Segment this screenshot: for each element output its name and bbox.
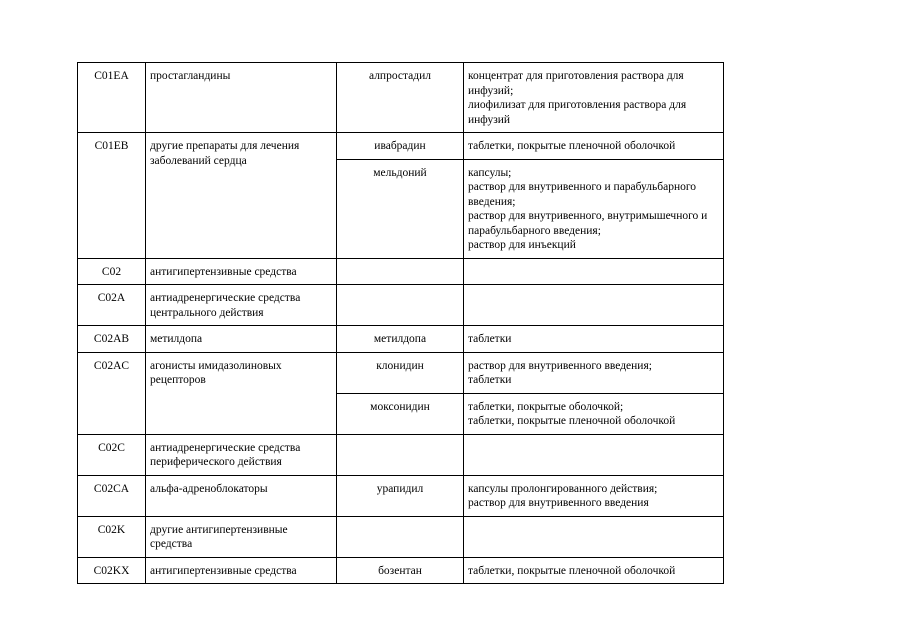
dosage-form-cell: [464, 516, 724, 557]
group-cell: альфа-адреноблокаторы: [146, 475, 337, 516]
group-cell: антиадренергические средства периферического действия: [146, 434, 337, 475]
table-row: [78, 352, 724, 393]
table-row: [78, 326, 724, 353]
table-row: [78, 258, 724, 285]
group-cell: простагландины: [146, 63, 337, 133]
dosage-form-cell: таблетки, покрытые оболочкой; таблетки, покрытые пленочной оболочкой: [464, 393, 724, 434]
inn-cell: [337, 434, 464, 475]
group-cell: антиадренергические средства центрального действия: [146, 285, 337, 326]
atc-code-cell: C02: [78, 258, 146, 285]
table-row: [78, 557, 724, 584]
inn-cell: урапидил: [337, 475, 464, 516]
dosage-form-cell: капсулы пролонгированного действия; раствор для внутривенного введения: [464, 475, 724, 516]
inn-cell: алпростадил: [337, 63, 464, 133]
atc-code-cell: C02KX: [78, 557, 146, 584]
atc-code-cell: C02CA: [78, 475, 146, 516]
drug-classification-table: [77, 62, 724, 584]
group-cell: другие антигипертензивные средства: [146, 516, 337, 557]
dosage-form-cell: капсулы; раствор для внутривенного и парабульбарного введения; раствор для внутривенного, внутримышечного и парабульбарного введения; раствор для инъекций: [464, 159, 724, 258]
inn-cell: ивабрадин: [337, 133, 464, 160]
table-row: [78, 475, 724, 516]
table-row: [78, 285, 724, 326]
atc-code-cell: C02K: [78, 516, 146, 557]
table-row: [78, 434, 724, 475]
inn-cell: клонидин: [337, 352, 464, 393]
dosage-form-cell: таблетки, покрытые пленочной оболочкой: [464, 133, 724, 160]
atc-code-cell: C02C: [78, 434, 146, 475]
inn-cell: мельдоний: [337, 159, 464, 258]
group-cell: метилдопа: [146, 326, 337, 353]
inn-cell: [337, 516, 464, 557]
group-cell: антигипертензивные средства: [146, 258, 337, 285]
dosage-form-cell: таблетки, покрытые пленочной оболочкой: [464, 557, 724, 584]
inn-cell: [337, 285, 464, 326]
group-cell: другие препараты для лечения заболеваний сердца: [146, 133, 337, 259]
table-row: [78, 133, 724, 160]
group-cell: антигипертензивные средства: [146, 557, 337, 584]
atc-code-cell: C02A: [78, 285, 146, 326]
atc-code-cell: C01EB: [78, 133, 146, 259]
inn-cell: [337, 258, 464, 285]
dosage-form-cell: раствор для внутривенного введения; таблетки: [464, 352, 724, 393]
group-cell: агонисты имидазолиновых рецепторов: [146, 352, 337, 434]
inn-cell: бозентан: [337, 557, 464, 584]
atc-code-cell: C02AB: [78, 326, 146, 353]
atc-code-cell: C02AC: [78, 352, 146, 434]
dosage-form-cell: таблетки: [464, 326, 724, 353]
dosage-form-cell: [464, 434, 724, 475]
dosage-form-cell: концентрат для приготовления раствора для инфузий; лиофилизат для приготовления раствора для инфузий: [464, 63, 724, 133]
inn-cell: моксонидин: [337, 393, 464, 434]
dosage-form-cell: [464, 285, 724, 326]
table-row: [78, 516, 724, 557]
atc-code-cell: C01EA: [78, 63, 146, 133]
table-row: [78, 63, 724, 133]
inn-cell: метилдопа: [337, 326, 464, 353]
dosage-form-cell: [464, 258, 724, 285]
